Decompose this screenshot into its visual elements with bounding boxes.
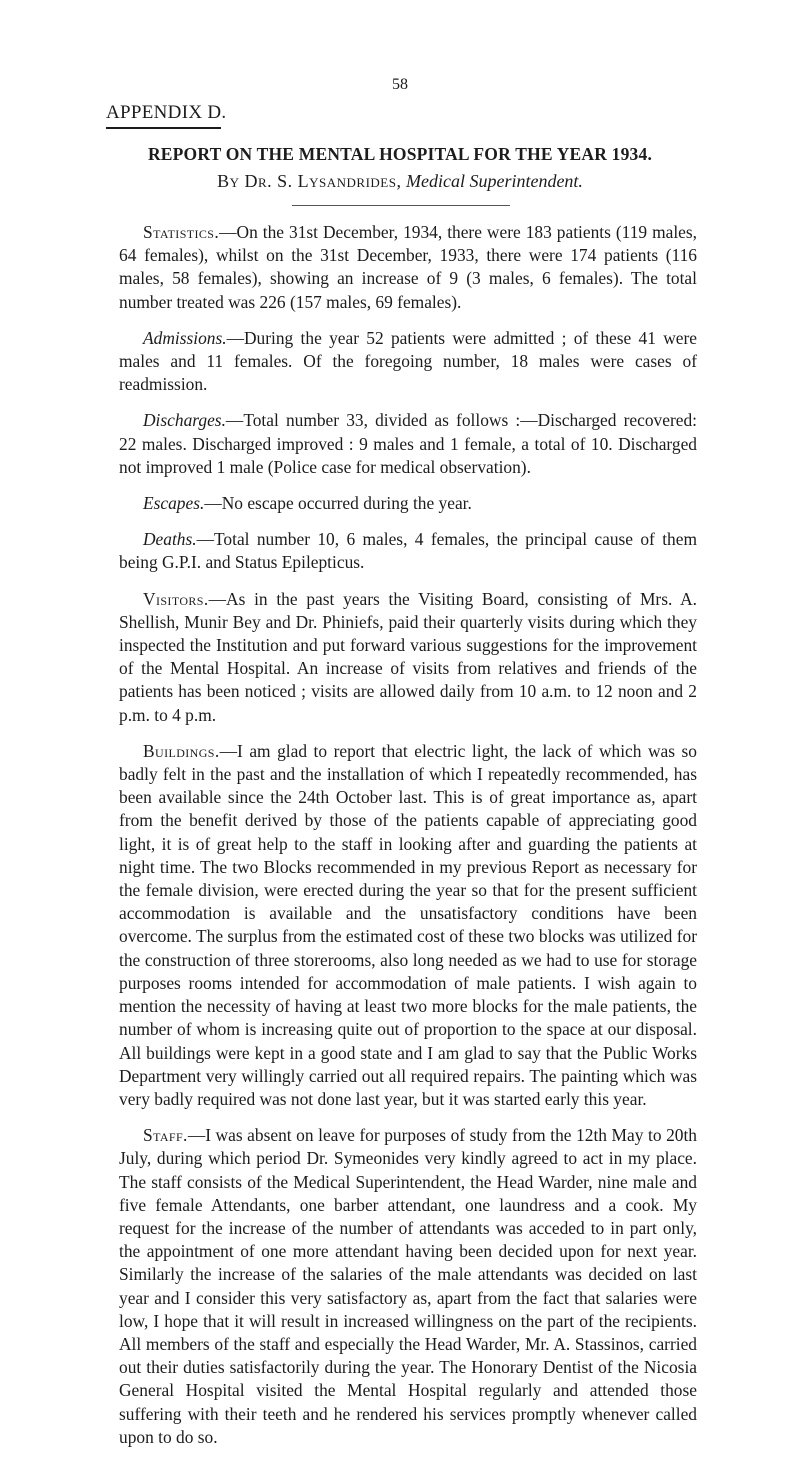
byline-role: Medical Superintendent. [405, 171, 583, 191]
section-text: —Total number 33, divided as follows :—Discharged recovered: 22 males. Discharged improved : 9 males and 1 female, a total of 10. Discharged not improved 1 male (Police case for medical observation). [119, 410, 697, 477]
section-heading: Statistics. [143, 222, 220, 242]
section-heading: Visitors. [143, 588, 209, 609]
section-buildings [119, 740, 697, 1111]
section-text: —Total number 10, 6 males, 4 females, the principal cause of them being G.P.I. and Status Epilepticus. [119, 529, 697, 573]
section-visitors [119, 588, 697, 727]
section-text: —As in the past years the Visiting Board, consisting of Mrs. A. Shellish, Munir Bey and Dr. Phiniefs, paid their quarterly visits during which they inspected the Institution and put forward various suggestions for the improvement of the Mental Hospital. An increase of visits from relatives and friends of the patients has been noticed ; visits are allowed daily from 10 a.m. to 12 noon and 2 p.m. to 4 p.m. [119, 588, 697, 725]
byline-author: By Dr. S. Lysandrides, [217, 171, 402, 191]
section-deaths [119, 528, 697, 574]
report-title: REPORT ON THE MENTAL HOSPITAL FOR THE YEAR 1934. [147, 144, 653, 164]
section-admissions [119, 327, 697, 397]
section-text: —No escape occurred during the year. [204, 493, 472, 514]
section-heading: Escapes. [143, 493, 205, 514]
section-escapes [119, 492, 697, 515]
section-text: —I was absent on leave for purposes of study from the 12th May to 20th July, during which period Dr. Symeonides very kindly agreed to act in my place. The staff consists of the Medical Superintendent, the Head Warder, nine male and five female Attendants, one barber attendant, one laundress and a cook. My request for the increase of the number of attendants was acceded to in part only, the appointment of one more attendant having been decided upon for next year. Similarly the increase of the salaries of the male attendants was decided on last year and I consider this very satisfactory as, apart from the fact that salaries were low, I hope that it will result in increased willingness on the part of the recipients. All members of the staff and especially the Head Warder, Mr. A. Stassinos, carried out their duties satisfactorily during the year. The Honorary Dentist of the Nicosia General Hospital visited the Mental Hospital regularly and attended those suffering with their teeth and he rendered his services promptly whenever called upon to do so. [119, 1125, 697, 1447]
section-heading: Discharges. [143, 410, 226, 431]
page-number: 58 [392, 76, 408, 93]
section-staff [119, 1124, 697, 1449]
appendix-underline [106, 127, 221, 129]
appendix-heading: APPENDIX D. [106, 102, 227, 123]
section-heading: Buildings. [143, 740, 220, 761]
byline [0, 171, 800, 192]
section-text: —On the 31st December, 1934, there were 183 patients (119 males, 64 females), whilst on the 31st December, 1933, there were 174 patients (116 males, 58 females), showing an increase of 9 (3 males, 6 females). The total number treated was 226 (157 males, 69 females). [119, 222, 697, 312]
section-discharges [119, 409, 697, 479]
section-text: —During the year 52 patients were admitted ; of these 41 were males and 11 females. Of the foregoing number, 18 males were cases of readmission. [119, 327, 697, 395]
section-heading: Deaths. [143, 529, 197, 550]
section-statistics [119, 221, 697, 314]
section-heading: Staff. [143, 1125, 188, 1146]
report-body [119, 221, 697, 1462]
section-heading: Admissions. [143, 327, 227, 348]
title-divider [292, 205, 510, 206]
section-text: —I am glad to report that electric light, the lack of which was so badly felt in the past and the installation of which I repeatedly recommended, has been available since the 24th October last. This is of great importance as, apart from the benefit derived by those of the patients capable of appreciating good light, it is of great help to the staff in looking after and guarding the patients at night time. The two Blocks recommended in my previous Report as necessary for the female division, were erected during the year so that for the present sufficient accommodation is available and the unsatisfactory conditions have been overcome. The surplus from the estimated cost of these two blocks was utilized for the construction of three storerooms, also long needed as we had to use for storage purposes rooms intended for accommodation of male patients. I wish again to mention the necessity of having at least two more blocks for the male patients, the number of whom is increasing quite out of proportion to the space at our disposal. All buildings were kept in a good state and I am glad to say that the Public Works Department very willingly carried out all required repairs. The painting which was very badly required was not done last year, but it was started early this year. [119, 740, 697, 1109]
